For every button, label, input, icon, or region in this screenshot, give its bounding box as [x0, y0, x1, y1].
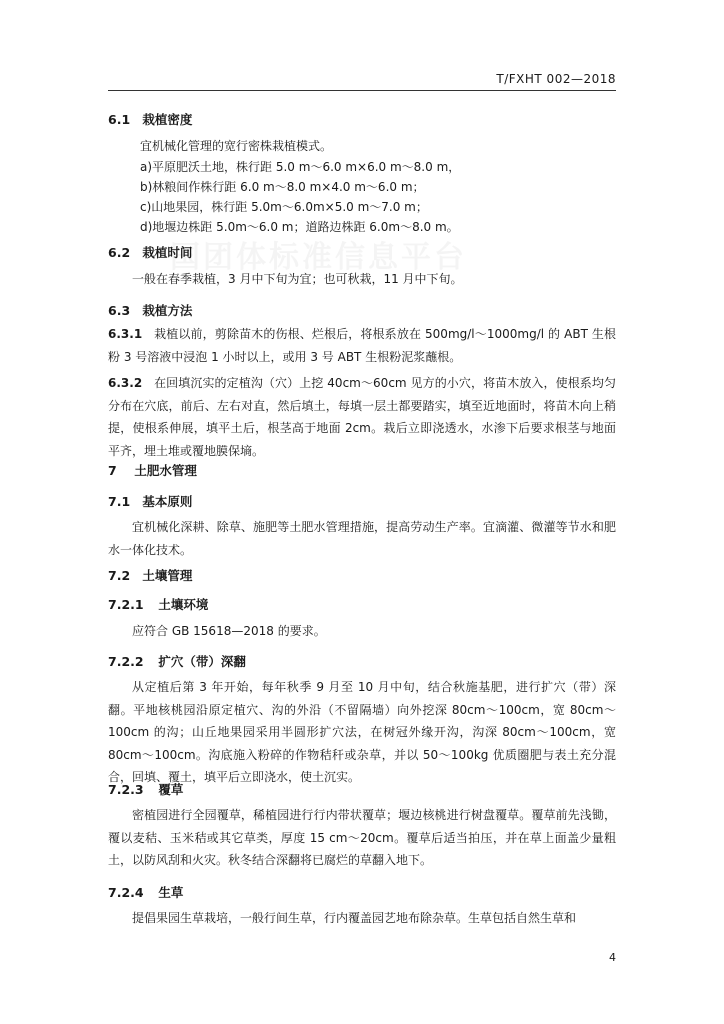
paragraph-6-1-intro: 宜机械化管理的宽行密株栽植模式。	[140, 139, 333, 153]
section-title: 扩穴（带）深翻	[158, 654, 246, 669]
clause-number: 6.3.1	[108, 327, 143, 341]
section-heading-7-2	[108, 568, 616, 584]
paragraph-6-2: 一般在春季栽植，3 月中下旬为宜；也可秋栽，11 月中下旬。	[132, 272, 463, 286]
section-number: 7.1	[108, 494, 131, 509]
section-number: 7.2	[108, 568, 131, 583]
section-title: 生草	[158, 885, 184, 900]
section-number: 6.1	[108, 112, 131, 127]
clause-6-3-2	[108, 372, 616, 462]
section-number: 6.3	[108, 303, 131, 318]
section-heading-6-2	[108, 245, 616, 261]
section-number: 6.2	[108, 245, 131, 260]
clause-number: 6.3.2	[108, 376, 143, 390]
paragraph-7-1: 宜机械化深耕、除草、施肥等土肥水管理措施，提高劳动生产率。宜滴灌、微灌等节水和肥水一体化技术。	[108, 520, 616, 557]
section-title: 土壤环境	[158, 597, 209, 612]
section-title: 栽植方法	[142, 303, 193, 318]
section-title: 土肥水管理	[134, 463, 197, 478]
section-heading-7	[108, 463, 616, 479]
section-heading-7-1	[108, 494, 616, 510]
section-title: 栽植密度	[142, 112, 193, 127]
section-title: 土壤管理	[142, 568, 193, 583]
section-heading-7-2-2	[108, 654, 616, 670]
paragraph-7-2-3: 密植园进行全园覆草，稀植园进行行内带状覆草；堰边核桃进行树盘覆草。覆草前先浅锄，覆以麦秸、玉米秸或其它草类，厚度 15 cm～20cm。覆草后适当拍压，并在草上面盖少量粗土，以防风刮和火灾。秋冬结合深翻将已腐烂的草翻入地下。	[108, 808, 616, 867]
section-heading-7-2-1	[108, 597, 616, 613]
section-number: 7.2.3	[108, 782, 144, 797]
section-title: 覆草	[158, 782, 184, 797]
section-heading-6-1	[108, 112, 616, 128]
clause-6-3-1	[108, 323, 616, 368]
clause-text: 在回填沉实的定植沟（穴）上挖 40cm～60cm 见方的小穴，将苗木放入，使根系均匀分布在穴底，前后、左右对直，然后填土，每填一层土都要踏实，填至近地面时，将苗木向上稍提，使根系伸展，填平土后，根茎高于地面 2cm。栽后立即浇透水，水渗下后要求根茎与地面平齐，埋土堆或覆地膜保墒。	[108, 376, 616, 458]
page-number: 4	[609, 951, 616, 964]
clause-text: 栽植以前，剪除苗木的伤根、烂根后，将根系放在 500mg/l～1000mg/l 的 ABT 生根粉 3 号溶液中浸泡 1 小时以上，或用 3 号 ABT 生根粉泥浆蘸根。	[108, 327, 616, 364]
list-item: a)平原肥沃土地，株行距 5.0 m～6.0 m×6.0 m～8.0 m，	[140, 160, 461, 174]
section-number: 7.2.1	[108, 597, 144, 612]
section-heading-7-2-3	[108, 782, 616, 798]
list-item: d)地堰边株距 5.0m～6.0 m；道路边株距 6.0m～8.0 m。	[140, 220, 459, 234]
paragraph-7-2-2: 从定植后第 3 年开始，每年秋季 9 月至 10 月中旬，结合秋施基肥，进行扩穴（带）深翻。平地核桃园沿原定植穴、沟的外沿（不留隔墙）向外挖深 80cm～100cm，宽 80cm～100cm 的沟；山丘地果园采用半圆形扩穴法，在树冠外缘开沟，沟深 80cm～100cm，宽 80cm～100cm。沟底施入粉碎的作物秸秆或杂草，并以 50～100kg 优质圈肥与表土充分混合，回填、覆土，填平后立即浇水，使土沉实。	[108, 680, 616, 784]
list-item: b)林粮间作株行距 6.0 m～8.0 m×4.0 m～6.0 m；	[140, 180, 425, 194]
list-item: c)山地果园，株行距 5.0m～6.0m×5.0 m～7.0 m；	[140, 200, 428, 214]
paragraph-7-2-1: 应符合 GB 15618—2018 的要求。	[132, 624, 326, 638]
section-heading-7-2-4	[108, 885, 616, 901]
doc-code: T/FXHT 002—2018	[496, 72, 616, 86]
section-number: 7.2.2	[108, 654, 144, 669]
section-heading-6-3	[108, 303, 616, 319]
section-number: 7	[108, 463, 117, 478]
section-title: 栽植时间	[142, 245, 193, 260]
header-rule	[108, 90, 616, 91]
section-title: 基本原则	[142, 494, 193, 509]
section-number: 7.2.4	[108, 885, 144, 900]
paragraph-7-2-4: 提倡果园生草栽培，一般行间生草，行内覆盖园艺地布除杂草。生草包括自然生草和	[132, 911, 577, 925]
